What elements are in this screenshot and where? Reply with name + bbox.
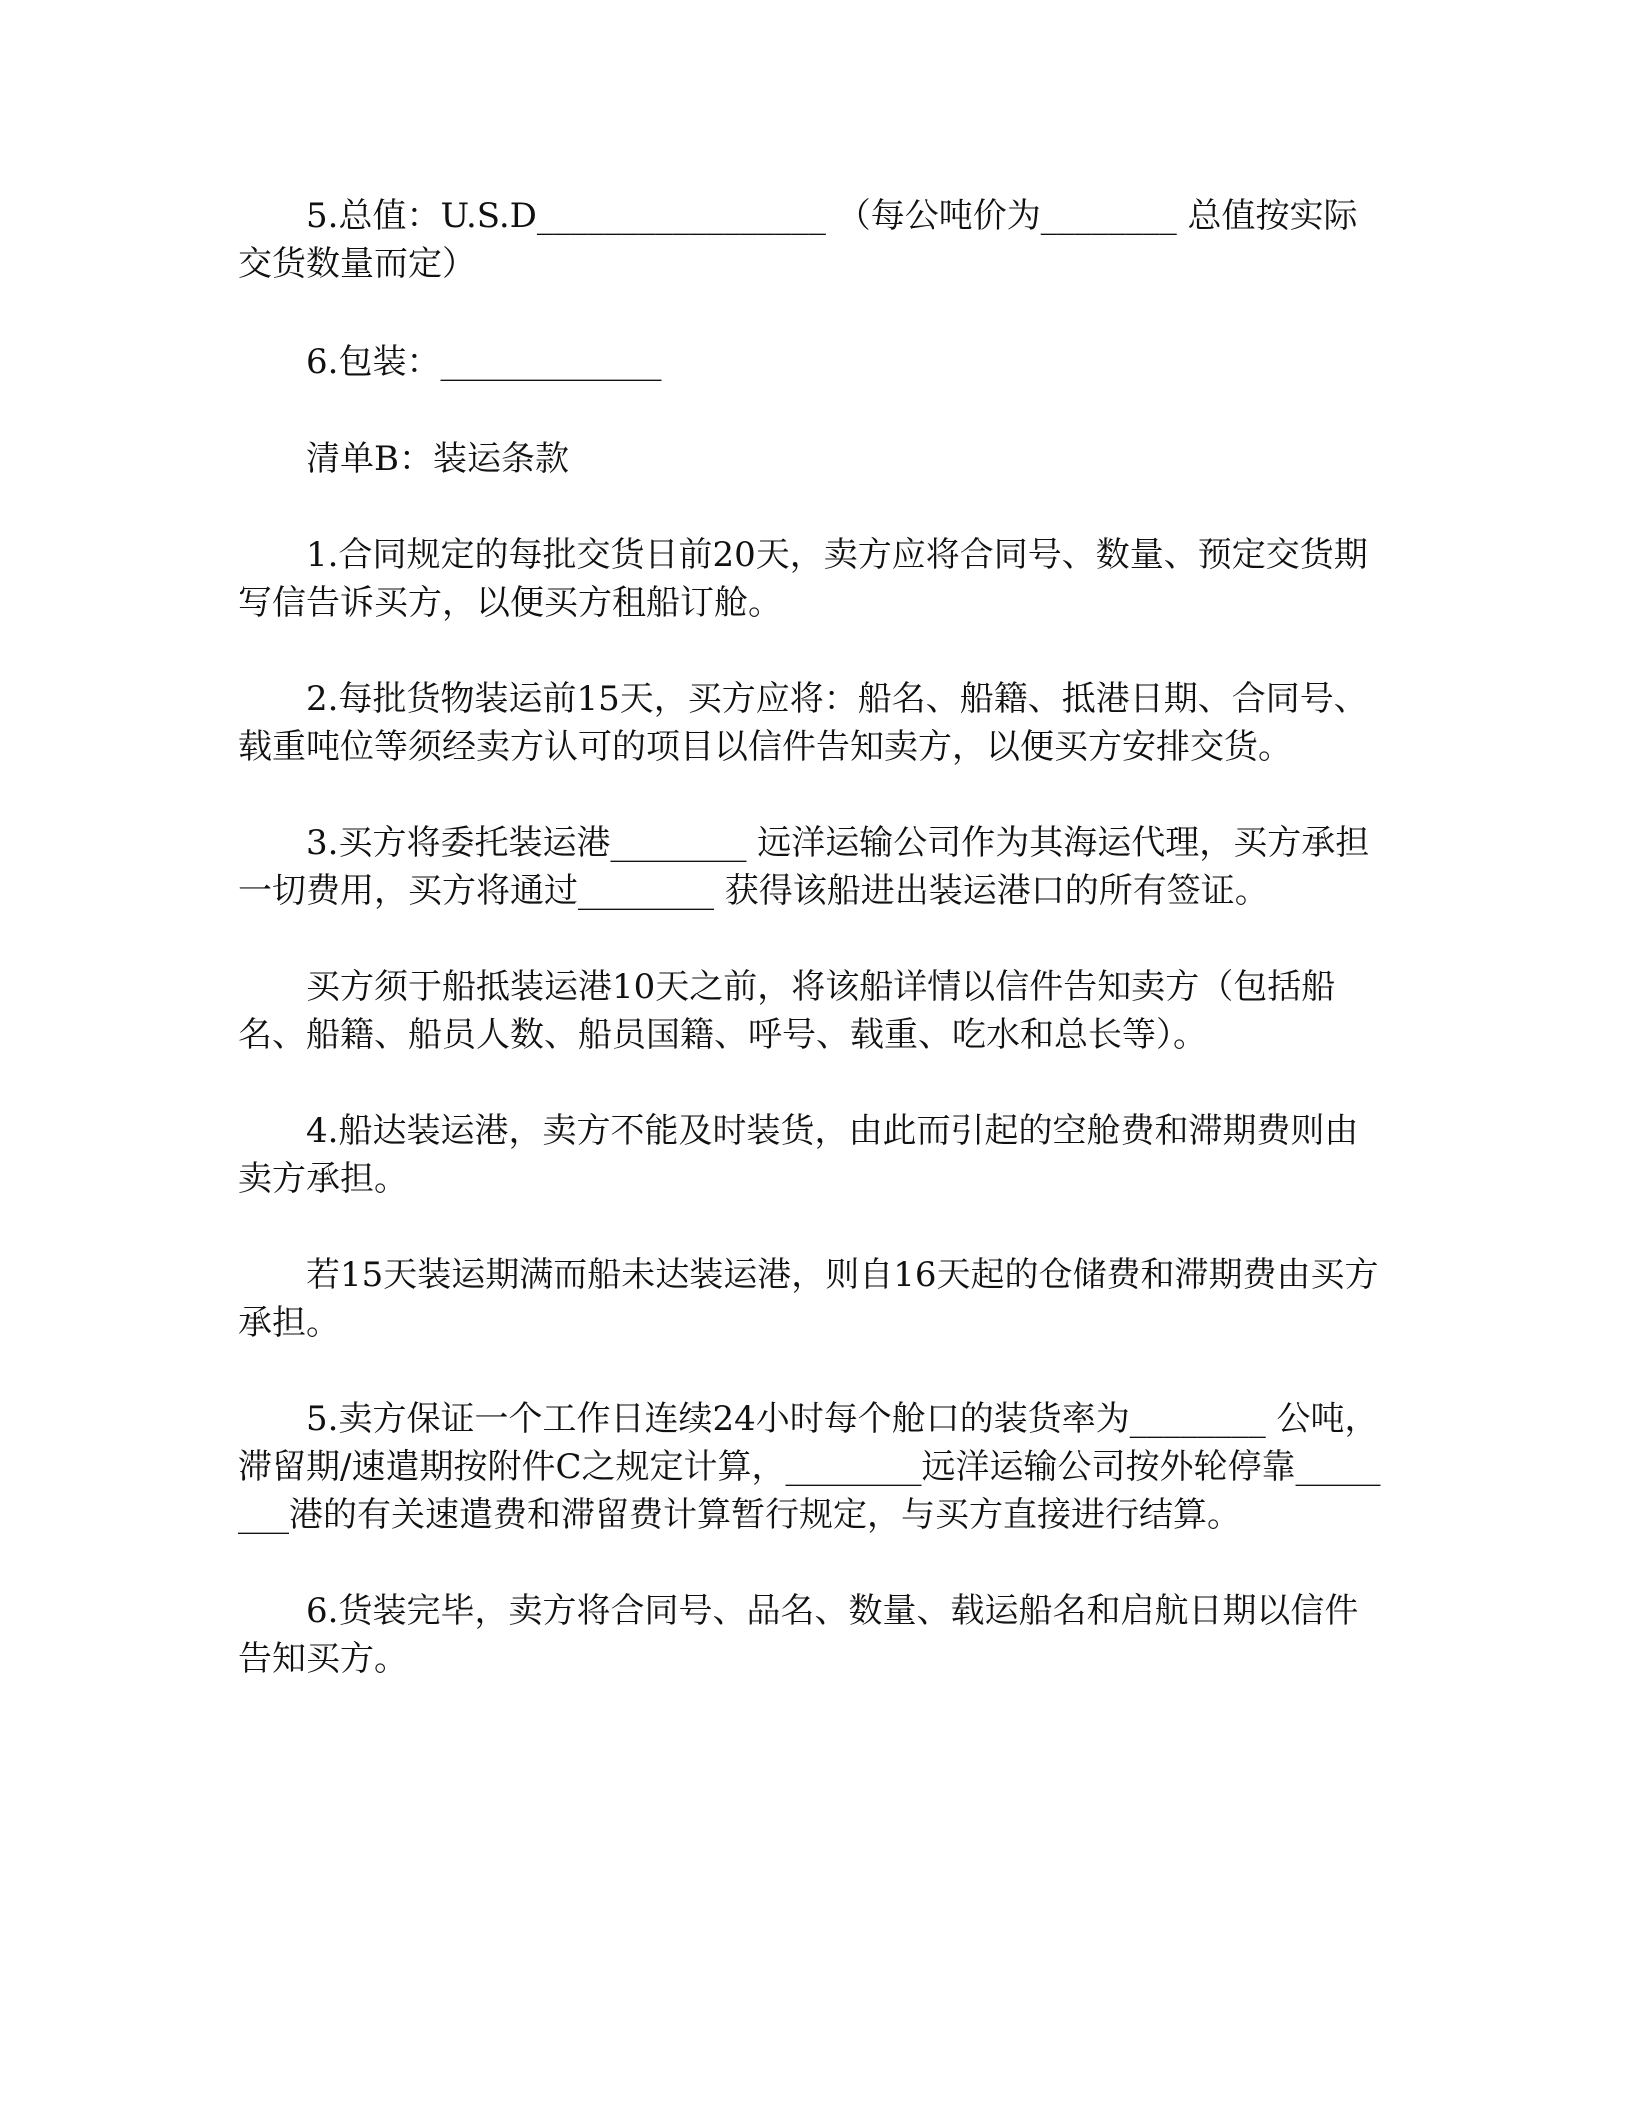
paragraph-clause-4-storage: 若15天装运期满而船未达装运港，则自16天起的仓储费和滞期费由买方承担。 — [238, 1255, 1379, 1343]
paragraph-clause-1: 1.合同规定的每批交货日前20天，卖方应将合同号、数量、预定交货期写信告诉买方，以便买方租船订舱。 — [238, 535, 1368, 623]
section-heading-shipping-terms: 清单B：装运条款 — [306, 439, 569, 479]
paragraph-total-value: 5.总值：U.S.D_________________ （每公吨价为________ 总值按实际交货数量而定） — [238, 196, 1358, 284]
paragraph-clause-5: 5.卖方保证一个工作日连续24小时每个舱口的装货率为________ 公吨，滞留期/速遣期按附件C之规定计算，________远洋运输公司按外轮停靠________港的有关速遣费和滞留费计算暂行规定，与买方直接进行结算。 — [238, 1399, 1381, 1535]
paragraph-clause-6: 6.货装完毕，卖方将合同号、品名、数量、载运船名和启航日期以信件告知买方。 — [238, 1591, 1359, 1679]
paragraph-clause-3: 3.买方将委托装运港________ 远洋运输公司作为其海运代理，买方承担一切费用，买方将通过________ 获得该船进出装运港口的所有签证。 — [238, 823, 1370, 911]
paragraph-clause-3-notice: 买方须于船抵装运港10天之前，将该船详情以信件告知卖方（包括船名、船籍、船员人数、船员国籍、呼号、载重、吃水和总长等）。 — [238, 967, 1336, 1055]
paragraph-clause-4: 4.船达装运港，卖方不能及时装货，由此而引起的空舱费和滞期费则由卖方承担。 — [238, 1111, 1359, 1199]
paragraph-clause-2: 2.每批货物装运前15天，买方应将：船名、船籍、抵港日期、合同号、载重吨位等须经卖方认可的项目以信件告知卖方，以便买方安排交货。 — [238, 679, 1368, 767]
document-page — [238, 192, 1388, 1683]
paragraph-packing: 6.包装：_____________ — [306, 342, 662, 382]
